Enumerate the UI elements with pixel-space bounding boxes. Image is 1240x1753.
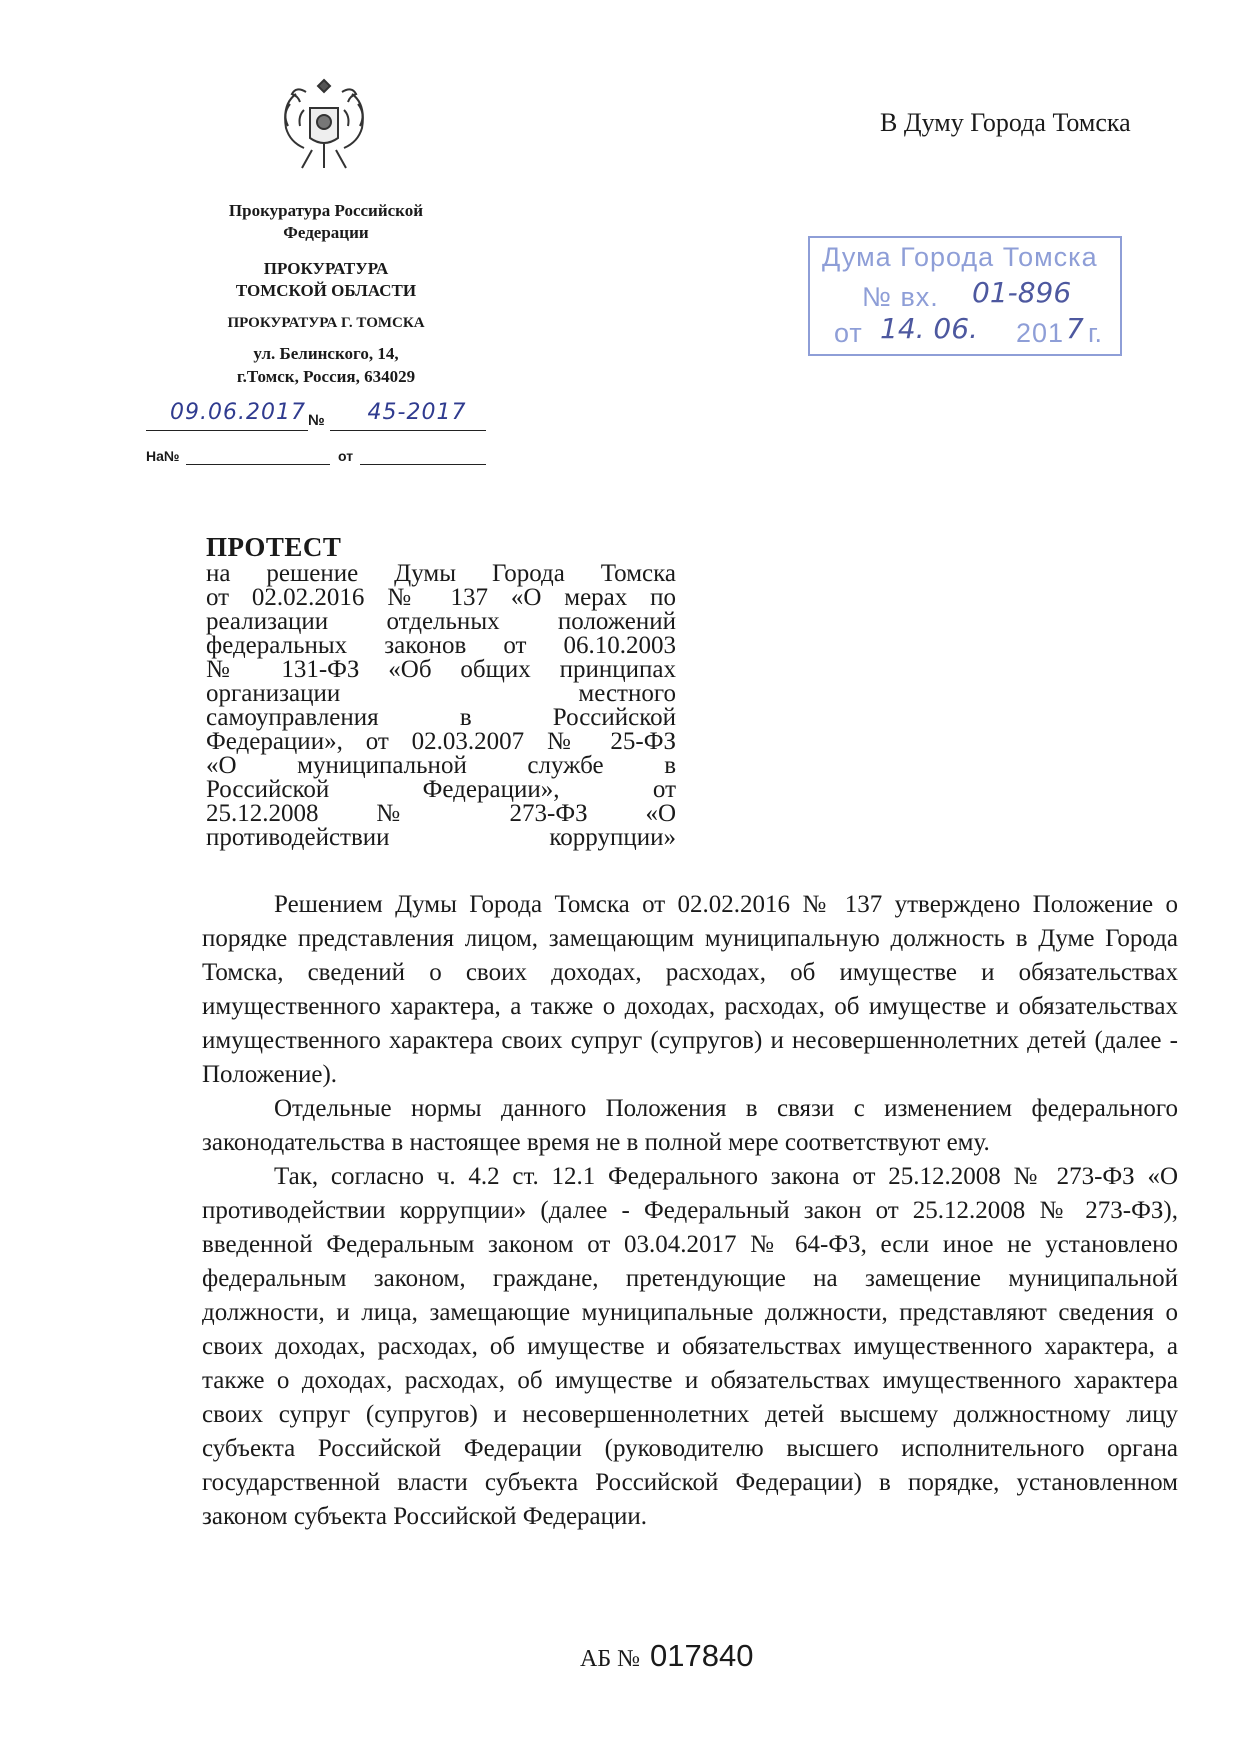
addressee: В Думу Города Томска — [880, 108, 1131, 137]
form-number — [580, 1638, 753, 1674]
outgoing-date: 09.06.2017 — [170, 400, 306, 425]
reply-to-label: На№ — [146, 448, 180, 464]
subject-line: № 131-ФЗ «Об общих принципах — [206, 656, 676, 683]
regional-office-name: ПРОКУРАТУРА ТОМСКОЙ ОБЛАСТИ — [235, 259, 417, 300]
stamp-title: Дума Города Томска — [822, 242, 1098, 272]
form-serial-number: 017840 — [650, 1638, 754, 1673]
reply-date-line — [360, 464, 486, 465]
subject-line: от 02.02.2016 № 137 «О мерах по — [206, 584, 676, 611]
subject-line: Федерации», от 02.03.2007 № 25-ФЗ — [206, 728, 676, 755]
body-paragraph: Решением Думы Города Томска от 02.02.2016 № 137 утверждено Положение о порядке представления лицом, замещающим муниципальную должность в Думе Города Томска, сведений о своих доходах, расходах, об имуществе и обязательствах имущественного характера, а также о доходах, расходах, об имуществе и обязательствах имущественного характера своих супруг (супругов) и несовершеннолетних детей (далее - Положение). — [202, 891, 1178, 1088]
registration-stamp — [808, 236, 1122, 356]
stamp-incoming-number: 01-896 — [972, 276, 1072, 309]
body-paragraph: Так, согласно ч. 4.2 ст. 12.1 Федерального закона от 25.12.2008 № 273-ФЗ «О противодействии коррупции» (далее - Федеральный закон от 25.12.2008 № 273-ФЗ), введенной Федеральным законом от 03.04.2017 № 64-ФЗ, если иное не установлено федеральным законом, граждане, претендующие на замещение муниципальной должности, и лица, замещающие муниципальные должности, представляют сведения о своих доходах, расходах, об имуществе и обязательствах имущественного характера, а также о доходах, расходах, об имуществе и обязательствах имущественного характера своих супруг (супругов) и несовершеннолетних детей высшему должностному лицу субъекта Российской Федерации (руководителю высшего исполнительного органа государственной власти субъекта Российской Федерации) в порядке, установленном законом субъекта Российской Федерации. — [202, 1163, 1178, 1530]
prosecutor-office-name: Прокуратура Российской Федерации — [228, 201, 424, 242]
office-address: ул. Белинского, 14, г.Томск, Россия, 634029 — [236, 344, 416, 386]
subject-line: Российской Федерации», от — [206, 776, 676, 803]
city-office-name: ПРОКУРАТУРА Г. ТОМСКА — [227, 315, 425, 331]
subject-line: организации местного — [206, 680, 676, 707]
document-title: ПРОТЕСТ — [206, 532, 342, 562]
coat-of-arms-icon — [276, 74, 372, 178]
reply-from-label: от — [338, 448, 354, 464]
date-underline — [146, 430, 308, 431]
outgoing-number: 45-2017 — [367, 400, 467, 425]
subject-line: «О муниципальной службе в — [206, 752, 676, 779]
body-paragraph: Отдельные нормы данного Положения в связи с изменением федерального законодательства в настоящее время не в полной мере соответствуют ему. — [202, 1095, 1178, 1156]
number-underline — [330, 430, 486, 431]
subject-line: 25.12.2008 № 273-ФЗ «О — [206, 800, 676, 827]
stamp-date-value: 14. 06. — [880, 312, 978, 345]
subject-line: реализации отдельных положений — [206, 608, 676, 635]
stamp-date-label: от — [834, 318, 863, 348]
form-series: АБ № — [580, 1646, 641, 1672]
subject-line: противодействии коррупции» — [206, 824, 676, 851]
subject-line: на решение Думы Города Томска — [206, 560, 676, 587]
subject-line: самоуправления в Российской — [206, 704, 676, 731]
document-body — [202, 888, 1178, 1534]
reply-number-line — [186, 464, 330, 465]
stamp-year-prefix: 201 — [1016, 318, 1065, 348]
stamp-year-digit: 7 — [1066, 312, 1084, 345]
number-label: № — [308, 412, 325, 429]
stamp-incoming-label: № вх. — [862, 282, 939, 312]
subject-line: федеральных законов от 06.10.2003 — [206, 632, 676, 659]
protest-subject — [206, 562, 676, 850]
stamp-year-suffix: г. — [1088, 318, 1103, 348]
